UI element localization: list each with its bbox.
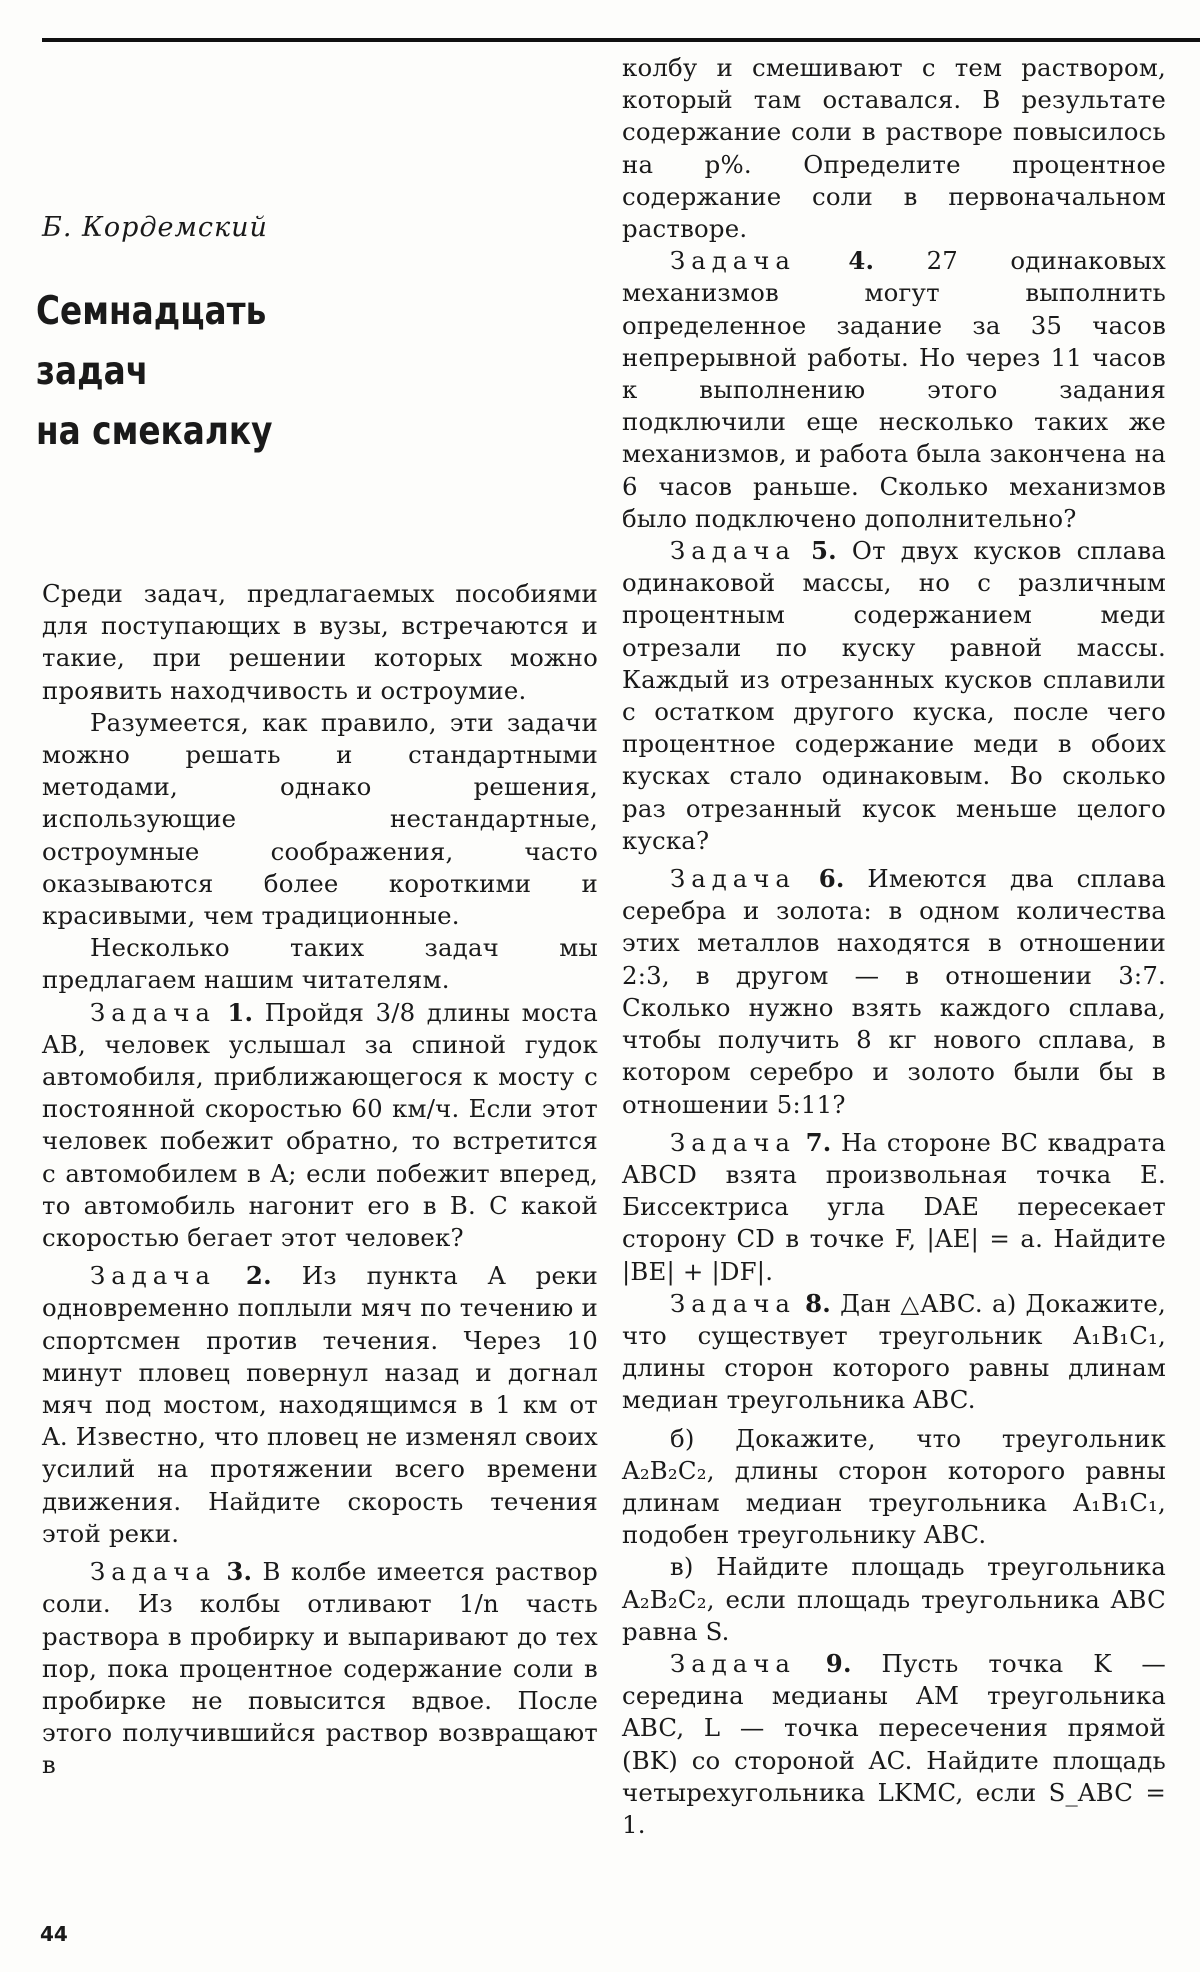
problem-number: 4. [848, 246, 875, 276]
problem-text: От двух кусков сплава одинаковой массы, но с различным процентным содержанием меди отрезали по куску равной массы. Каждый из отрезанных кусков сплавили с остатком другого куска, после чего процентное содержание меди в обоих кусках стало одинаковым. Во сколько раз отрезанный кусок меньше целого куска? [622, 536, 1166, 855]
problem-label: Задача [670, 1127, 796, 1157]
problem-4 [622, 245, 1166, 535]
problem-label: Задача [90, 997, 216, 1027]
problem-3-continuation: колбу и смешивают с тем раствором, который там оставался. В результате содержание соли в растворе повысилось на p%. Определите процентное содержание соли в первоначальном растворе. [622, 53, 1166, 244]
right-column [622, 52, 1166, 1841]
problem-number: 6. [818, 864, 845, 894]
problem-3 [42, 1556, 598, 1781]
page-number: 44 [40, 1922, 68, 1946]
problem-label: Задача [670, 536, 796, 566]
problem-9 [622, 1648, 1166, 1841]
problem-8b: б) Докажите, что треугольник A₂B₂C₂, длины сторон которого равны длинам медиан треугольника A₁B₁C₁, подобен треугольнику ABC. [622, 1423, 1166, 1550]
problem-number: 7. [805, 1127, 832, 1157]
problem-text: На стороне BC квадрата ABCD взята произвольная точка E. Биссектриса угла DAE пересекает сторону CD в точке F, |AE| = a. Найдите |BE| + |DF|. [622, 1127, 1167, 1286]
intro-paragraph-2: Разумеется, как правило, эти задачи можно решать и стандартными методами, однако решения, использующие нестандартные, остроумные соображения, часто оказываются более короткими и красивыми, чем традиционные. [42, 707, 598, 931]
problem-text: Из пункта A реки одновременно поплыли мяч по течению и спортсмен против течения. Через 10 минут пловец повернул назад и догнал мяч под мостом, находящимся в 1 км от A. Известно, что пловец не изменял своих усилий на протяжении всего времени движения. Найдите скорость течения этой реки. [42, 1261, 599, 1548]
problem-label: Задача [90, 1261, 216, 1291]
problem-label: Задача [670, 246, 796, 276]
author-name: Б. Кордемский [42, 212, 268, 243]
intro-paragraph-1: Среди задач, предлагаемых пособиями для поступающих в вузы, встречаются и такие, при решении которых можно проявить находчивость и остроумие. [42, 579, 598, 705]
problem-label: Задача [670, 864, 796, 894]
problem-text: В колбе имеется раствор соли. Из колбы отливают 1/n часть раствора в пробирку и выпаривают до тех пор, пока процентное содержание соли в пробирке не повысится вдвое. После этого получившийся раствор возвращают в [42, 1557, 598, 1780]
problem-number: 2. [245, 1261, 272, 1291]
problem-number: 3. [226, 1557, 253, 1587]
problem-text: 27 одинаковых механизмов могут выполнить определенное задание за 35 часов непрерывной работы. Но через 11 часов к выполнению этого задания подключили еще несколько таких же механизмов, и работа была закончена на 6 часов раньше. Сколько механизмов было подключено дополнительно? [622, 246, 1166, 533]
intro-paragraph-3: Несколько таких задач мы предлагаем нашим читателям. [42, 933, 598, 995]
problem-label: Задача [90, 1557, 216, 1587]
problem-number: 1. [227, 997, 254, 1027]
left-column [42, 578, 598, 1782]
top-rule [42, 38, 1200, 42]
problem-1 [42, 997, 598, 1255]
problem-label: Задача [670, 1648, 796, 1678]
title-line-3: на смекалку [36, 409, 273, 454]
problem-text: Имеются два сплава серебра и золота: в одном количества этих металлов находятся в отношении 2:3, в другом — в отношении 3:7. Сколько нужно взять каждого сплава, чтобы получить 8 кг нового сплава, в котором серебро и золото были бы в отношении 5:11? [622, 864, 1167, 1119]
problem-5 [622, 535, 1166, 857]
title-line-1: Семнадцать [36, 289, 267, 334]
problem-text: Пройдя 3/8 длины моста AB, человек услышал за спиной гудок автомобиля, приближающегося к мосту с постоянной скоростью 60 км/ч. Если этот человек побежит обратно, то встретится с автомобилем в A; если побежит вперед, то автомобиль нагонит его в B. С какой скоростью бегает этот человек? [42, 997, 599, 1253]
problem-text: Дан △ABC. а) Докажите, что существует треугольник A₁B₁C₁, длины сторон которого равны длинам медиан треугольника ABC. [622, 1288, 1166, 1415]
title-line-2: задач [36, 349, 149, 394]
problem-text: Пусть точка K — середина медианы AM треугольника ABC, L — точка пересечения прямой (BK) со стороной AC. Найдите площадь четырехугольника LKMC, если S_ABC = 1. [622, 1648, 1167, 1839]
problem-number: 8. [805, 1288, 831, 1318]
problem-7 [622, 1127, 1166, 1288]
problem-2 [42, 1260, 598, 1550]
problem-8 [622, 1288, 1166, 1417]
problem-8c: в) Найдите площадь треугольника A₂B₂C₂, если площадь треугольника ABC равна S. [622, 1552, 1166, 1646]
problem-label: Задача [670, 1288, 796, 1318]
article-title [36, 282, 272, 462]
problem-number: 5. [810, 536, 837, 566]
problem-number: 9. [825, 1648, 852, 1678]
problem-6 [622, 863, 1166, 1121]
